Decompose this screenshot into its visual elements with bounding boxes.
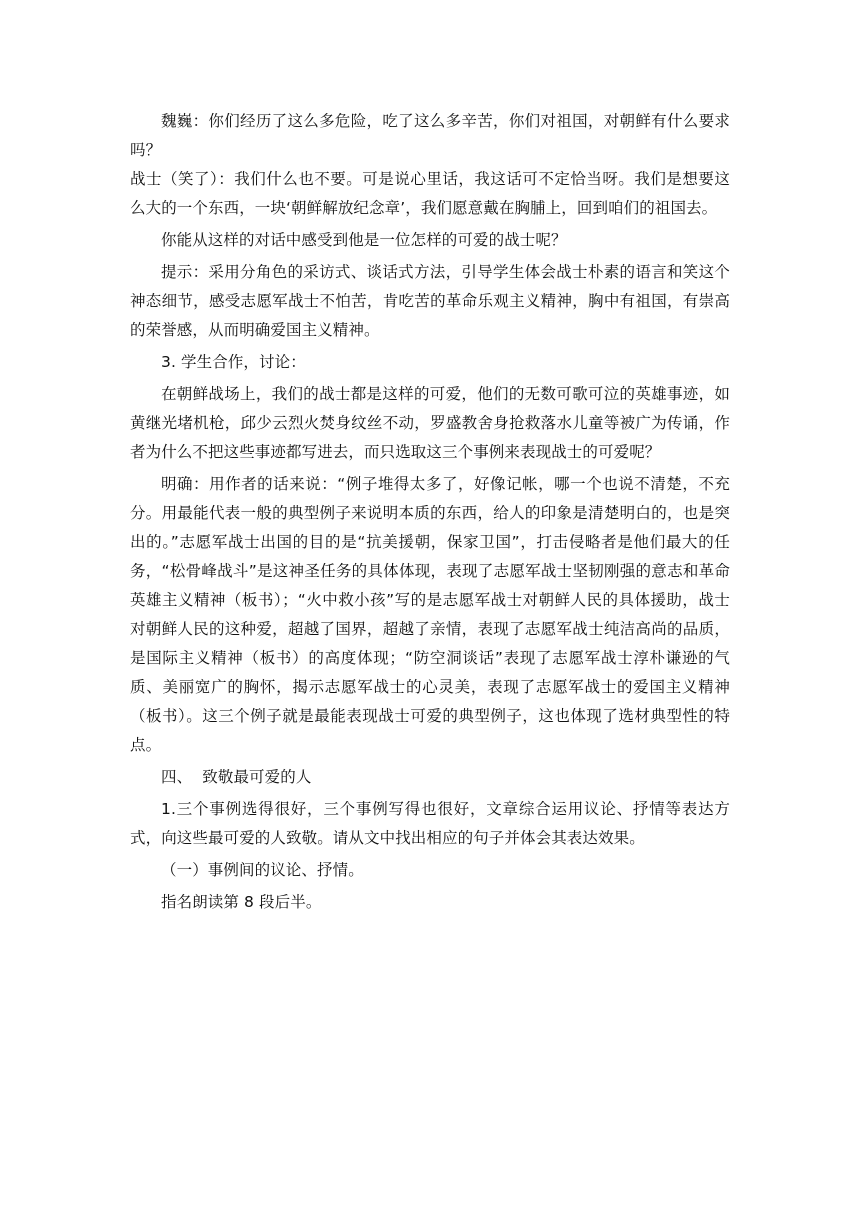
paragraph-soldier-answer: 战士（笑了）：我们什么也不要。可是说心里话，我这话可不定恰当呀。我们是想要这么大的一个东西，一块‘朝鲜解放纪念章’，我们愿意戴在胸脯上，回到咱们的祖国去。 bbox=[130, 170, 730, 217]
paragraph-subsection-one: （一）事例间的议论、抒情。 bbox=[161, 861, 364, 879]
paragraph-step-3: 3. 学生合作，讨论： bbox=[161, 353, 306, 371]
paragraph-question-feeling: 你能从这样的对话中感受到他是一位怎样的可爱的战士呢？ bbox=[161, 231, 567, 249]
paragraph-reading-instruction: 指名朗读第 8 段后半。 bbox=[161, 893, 322, 911]
paragraph-weiwei-question: 魏巍：你们经历了这么多危险，吃了这么多辛苦，你们对祖国，对朝鲜有什么要求吗？ bbox=[130, 112, 730, 159]
document-body bbox=[130, 107, 730, 920]
paragraph-hint: 提示：采用分角色的采访式、谈话式方法，引导学生体会战士朴素的语言和笑这个神态细节，感受志愿军战士不怕苦，肯吃苦的革命乐观主义精神，胸中有祖国，有崇高的荣誉感，从而明确爱国主义精神。 bbox=[130, 263, 730, 339]
paragraph-task-1: 1.三个事例选得很好，三个事例写得也很好，文章综合运用议论、抒情等表达方式，向这些最可爱的人致敬。请从文中找出相应的句子并体会其表达效果。 bbox=[130, 800, 730, 847]
paragraph-clarification: 明确：用作者的话来说：“例子堆得太多了，好像记帐，哪一个也说不清楚，不充分。用最能代表一般的典型例子来说明本质的东西，给人的印象是清楚明白的，也是突出的。”志愿军战士出国的目的是“抗美援朝，保家卫国”，打击侵略者是他们最大的任务，“松骨峰战斗”是这神圣任务的具体体现，表现了志愿军战士坚韧刚强的意志和革命英雄主义精神（板书）；“火中救小孩”写的是志愿军战士对朝鲜人民的具体援助，战士对朝鲜人民的这种爱，超越了国界，超越了亲情，表现了志愿军战士纯洁高尚的品质，是国际主义精神（板书）的高度体现；“防空洞谈话”表现了志愿军战士淳朴谦逊的气质、美丽宽广的胸怀，揭示志愿军战士的心灵美，表现了志愿军战士的爱国主义精神（板书）。这三个例子就是最能表现战士可爱的典型例子，这也体现了选材典型性的特点。 bbox=[130, 475, 730, 754]
section-heading-four: 四、 致敬最可爱的人 bbox=[161, 768, 312, 786]
paragraph-discussion: 在朝鲜战场上，我们的战士都是这样的可爱，他们的无数可歌可泣的英雄事迹，如黄继光堵机枪，邱少云烈火焚身纹丝不动，罗盛教舍身抢救落水儿童等被广为传诵，作者为什么不把这些事迹都写进去，而只选取这三个事例来表现战士的可爱呢？ bbox=[130, 385, 730, 461]
